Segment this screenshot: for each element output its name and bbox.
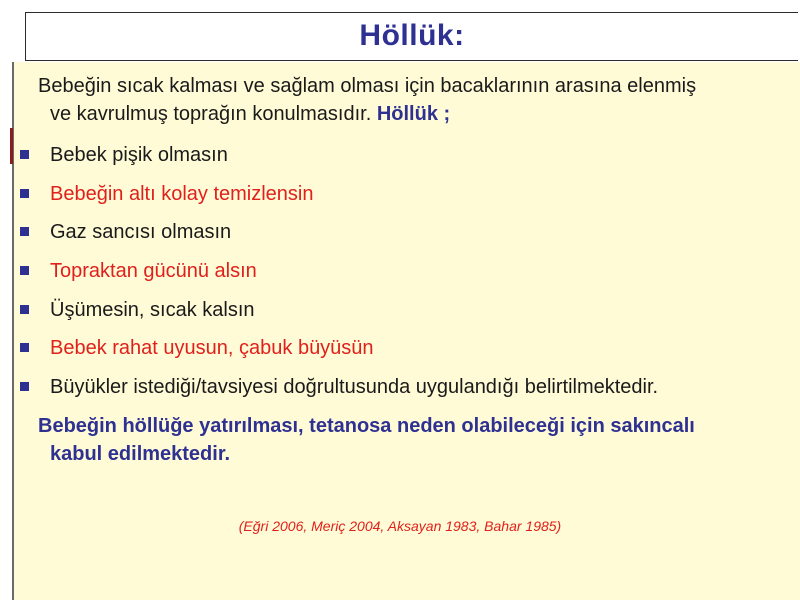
list-item-text: Üşümesin, sıcak kalsın xyxy=(50,298,255,321)
intro-line-2: ve kavrulmuş toprağın konulmasıdır. xyxy=(50,103,377,125)
square-bullet-icon xyxy=(20,343,29,352)
side-accent-mark xyxy=(10,128,13,164)
square-bullet-icon xyxy=(20,382,29,391)
list-item xyxy=(20,256,658,295)
list-item-text: Topraktan gücünü alsın xyxy=(50,260,257,283)
title-bar xyxy=(25,12,798,61)
list-item xyxy=(20,295,658,334)
list-item xyxy=(20,179,658,218)
list-item xyxy=(20,372,658,411)
list-item xyxy=(20,217,658,256)
intro-line-2-wrap xyxy=(38,100,778,128)
warning-paragraph xyxy=(38,412,778,468)
warning-line-2: kabul edilmektedir. xyxy=(50,443,231,465)
square-bullet-icon xyxy=(20,227,29,236)
list-item-text: Gaz sancısı olmasın xyxy=(50,221,232,244)
list-item-text: Bebek rahat uyusun, çabuk büyüsün xyxy=(50,337,374,360)
intro-paragraph xyxy=(38,72,778,128)
slide-title: Höllük: xyxy=(359,19,465,52)
benefit-list xyxy=(20,140,658,411)
square-bullet-icon xyxy=(20,305,29,314)
intro-emphasis: Höllük ; xyxy=(376,103,451,125)
square-bullet-icon xyxy=(20,150,29,159)
citation: (Eğri 2006, Meriç 2004, Aksayan 1983, Bahar 1985) xyxy=(238,518,562,534)
square-bullet-icon xyxy=(20,189,29,198)
square-bullet-icon xyxy=(20,266,29,275)
list-item xyxy=(20,140,658,179)
list-item-text: Bebeğin altı kolay temizlensin xyxy=(50,182,314,205)
list-item-text: Bebek pişik olmasın xyxy=(50,144,228,166)
list-item-text: Büyükler istediği/tavsiyesi doğrultusunda uygulandığı belirtilmektedir. xyxy=(50,376,659,399)
intro-line-1: Bebeğin sıcak kalması ve sağlam olması için bacaklarının arasına elenmiş xyxy=(38,75,697,97)
warning-line-1: Bebeğin höllüğe yatırılması, tetanosa neden olabileceği için sakıncalı xyxy=(38,415,695,437)
list-item xyxy=(20,333,658,372)
